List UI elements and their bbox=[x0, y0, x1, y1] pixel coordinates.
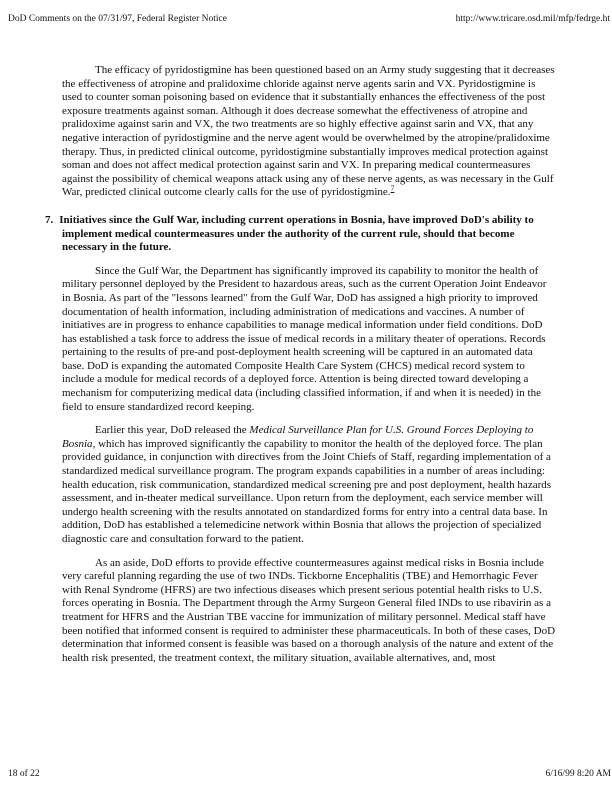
item-heading-text: Initiatives since the Gulf War, including current operations in Bosnia, have improved DoD's ability to implement medical countermeasures under the authority of the current rule, should that become necessary in the future. bbox=[59, 213, 534, 254]
paragraph-medical-surveillance-plan bbox=[62, 424, 555, 546]
paragraph-text: The efficacy of pyridostigmine has been questioned based on an Army study suggesting that it decreases the effectiveness of atropine and pralidoxime chloride against nerve agents sarin and VX. Pyridostigmine is used to counter soman poisoning based on evidence that it substantially enhances the effectiveness of the post exposure treatments against soman. Although it does decrease somewhat the effectiveness of atropine and pralidoxime against sarin and VX, the two treatments are so highly effective against sarin and VX, that any negative interaction of pyridostigmine and the nerve agent would be overwhelmed by the atropine/pralidoxime therapy. Thus, in predicted clinical outcome, pyridostigmine substantially improves medical protection against soman and does not affect medical protection against sarin and VX. In preparing medical countermeasures against the possibility of chemical weapons attack using any of these nerve agents, as was necessary in the Gulf War, predicted clinical outcome clearly calls for the use of pyridostigmine. bbox=[62, 64, 555, 199]
footnote-7-reference[interactable]: 7 bbox=[390, 183, 395, 193]
header-source-url: http://www.tricare.osd.mil/mfp/fedrge.ht bbox=[455, 14, 610, 24]
page-header bbox=[8, 14, 610, 25]
footer-page-number: 18 of 22 bbox=[8, 769, 40, 779]
page-footer bbox=[8, 769, 611, 780]
italic-plan-title: Medical Surveillance Plan for U.S. Ground Forces Deploying to Bosnia bbox=[62, 424, 534, 450]
paragraph-pyridostigmine-efficacy bbox=[62, 64, 555, 200]
paragraph-bosnia-inds: As an aside, DoD efforts to provide effective countermeasures against medical risks in Bosnia include very careful planning regarding the use of two INDs. Tickborne Encephalitis (TBE) and Hemorrhagic Fever with Renal Syndrome (HFRS) are two infectious diseases which present serious potential health risks to U.S. forces operating in Bosnia. The Department through the Army Surgeon General filed INDs to use ribavirin as a treatment for HFRS and the Austrian TBE vaccine for immunization of military personnel. Medical staff have been notified that informed consent is required to administer these pharmaceuticals. In both of these cases, DoD determination that informed consent is feasible was based on a thorough analysis of the nature and extent of the health risk presented, the treatment context, the military situation, available alternatives, and, most bbox=[62, 556, 556, 664]
numbered-heading-7 bbox=[45, 213, 555, 255]
document-body bbox=[45, 64, 556, 665]
paragraph-since-gulf-war: Since the Gulf War, the Department has significantly improved its capability to monitor the health of military personnel deployed by the President to hazardous areas, such as the current Operation Joint Endeavor in Bosnia. As part of the "lessons learned" from the Gulf War, DoD has assigned a high priority to improved documentation of health information, including administration of medications and vaccines. A number of initiatives are in progress to enhance capabilities to manage medical information under field conditions. DoD has established a task force to address the issue of medical records in a military theater of operations. Records pertaining to the results of pre-and post-deployment health screening will be captured in an automated data base. DoD is expanding the automated Composite Health Care System (CHCS) medical record system to include a module for medical records of a deployed force. Attention is being directed toward developing a mechanism for computerizing medical data (including classified information, if and when it is needed) in the field to ensure standardized record keeping. bbox=[62, 264, 547, 413]
header-document-title: DoD Comments on the 07/31/97, Federal Register Notice bbox=[8, 14, 227, 24]
paragraph-text-before-italic: Earlier this year, DoD released the bbox=[95, 424, 250, 437]
item-number: 7. bbox=[45, 213, 54, 226]
footer-print-timestamp: 6/16/99 8:20 AM bbox=[545, 769, 611, 779]
paragraph-text-after-italic: , which has improved significantly the capability to monitor the health of the deployed force. The plan provided guidance, in conjunction with directives from the Joint Chiefs of Staff, regarding implementation of a standardized medical surveillance program. The program expands capabilities in a number of areas including: health education, risk communication, standardized medical screening pre and post deployment, health hazards assessment, and in-theater medical surveillance. Upon return from the deployment, each service member will undergo health screening with the results annotated on standardized forms for entry into a central data base. In addition, DoD has established a telemedicine network within Bosnia that allows the projection of specialized diagnostic care and consultation forward to the patient. bbox=[62, 437, 552, 545]
